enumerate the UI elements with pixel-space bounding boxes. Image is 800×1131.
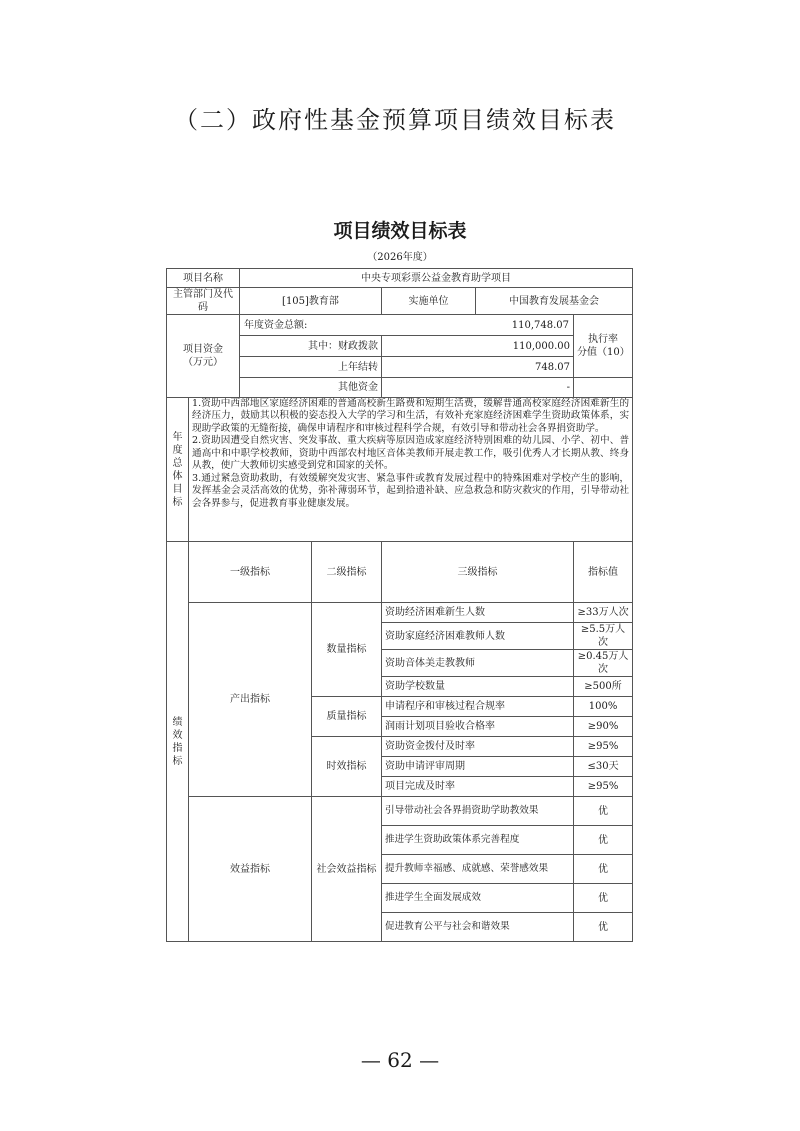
indicator-name: 推进学生全面发展成效 — [382, 884, 574, 913]
indicator-value: 优 — [574, 913, 633, 942]
table-year: （2026年度） — [367, 252, 433, 263]
indicator-name: 资助资金拨付及时率 — [382, 737, 574, 757]
funds-total-label: 年度资金总额: — [244, 320, 308, 331]
indicator-value: 100% — [574, 697, 633, 717]
indicator-name: 项目完成及时率 — [382, 777, 574, 797]
table-row — [167, 603, 633, 623]
funds-other-empty — [574, 378, 633, 398]
department-row — [167, 288, 633, 315]
implementing-unit-value: 中国教育发展基金会 — [476, 288, 633, 315]
indicator-name: 促进教育公平与社会和谐效果 — [382, 913, 574, 942]
funds-carryover-value: 748.07 — [382, 357, 574, 378]
funds-other-label: 其他资金 — [240, 378, 382, 398]
indicator-name: 引导带动社会各界捐资助学助教效果 — [382, 797, 574, 826]
project-name-label: 项目名称 — [167, 269, 240, 288]
header-level3: 三级指标 — [382, 542, 574, 603]
indicator-value: ≥500所 — [574, 677, 633, 697]
funds-total-cell — [240, 315, 574, 336]
goal-item-3: 3.通过紧急资助救助，有效缓解突发灾害、紧急事件或教育发展过程中的特殊困难对学校产生的影响，发挥基金会灵活高效的优势，弥补薄弱环节，起到拾遗补缺、应急救急和防灾救灾的作用，引导带动社会各界参与，促进教育事业健康发展。 — [192, 472, 630, 509]
indicator-name: 润雨计划项目验收合格率 — [382, 717, 574, 737]
funds-other-value: - — [382, 378, 574, 398]
funds-fiscal-value: 110,000.00 — [382, 336, 574, 357]
indicator-value: 优 — [574, 797, 633, 826]
indicator-value: ≥33万人次 — [574, 603, 633, 623]
performance-indicator-label: 绩 效 指 标 — [167, 542, 189, 942]
annual-goal-label: 年 度 总 体 目 标 — [167, 398, 189, 542]
header-level1: 一级指标 — [189, 542, 312, 603]
header-value: 指标值 — [574, 542, 633, 603]
quantity-indicator-label: 数量指标 — [312, 603, 382, 697]
indicator-value: ≥90% — [574, 717, 633, 737]
indicator-value: 优 — [574, 855, 633, 884]
table-title: 项目绩效目标表 — [333, 220, 467, 242]
indicator-name: 资助家庭经济困难教师人数 — [382, 623, 574, 650]
indicator-name: 申请程序和审核过程合规率 — [382, 697, 574, 717]
funds-total-row — [167, 315, 633, 336]
page-heading: （二）政府性基金预算项目绩效目标表 — [174, 106, 616, 134]
benefit-indicator-label: 效益指标 — [189, 797, 312, 942]
quality-indicator-label: 质量指标 — [312, 697, 382, 737]
indicator-value: 优 — [574, 826, 633, 855]
annual-goal-row — [167, 398, 633, 542]
project-name-value: 中央专项彩票公益金教育助学项目 — [240, 269, 633, 288]
department-label: 主管部门及代码 — [167, 288, 240, 315]
table-row — [167, 797, 633, 826]
indicator-name: 提升教师幸福感、成就感、荣誉感效果 — [382, 855, 574, 884]
performance-target-table — [166, 268, 633, 942]
indicator-name: 资助音体美走教教师 — [382, 650, 574, 677]
indicator-value: ≥5.5万人次 — [574, 623, 633, 650]
implementing-unit-label: 实施单位 — [382, 288, 476, 315]
goal-item-1: 1.资助中西部地区家庭经济困难的普通高校新生路费和短期生活费，缓解普通高校家庭经济困难新生的经济压力，鼓励其以积极的姿态投入大学的学习和生活，有效补充家庭经济困难学生资助政策体系，实现助学政策的无缝衔接，确保申请程序和审核过程科学合规，有效引导和带动社会各界捐资助学。 — [192, 398, 630, 434]
indicator-name: 推进学生资助政策体系完善程度 — [382, 826, 574, 855]
execution-rate-score: 执行率 分值（10） — [574, 315, 633, 378]
social-benefit-indicator-label: 社会效益指标 — [312, 797, 382, 942]
indicator-value: ≤30天 — [574, 757, 633, 777]
indicator-name: 资助申请评审周期 — [382, 757, 574, 777]
annual-goal-text — [189, 398, 633, 542]
output-indicator-label: 产出指标 — [189, 603, 312, 797]
indicator-name: 资助经济困难新生人数 — [382, 603, 574, 623]
indicator-value: 优 — [574, 884, 633, 913]
funds-total-value: 110,748.07 — [511, 320, 569, 331]
header-level2: 二级指标 — [312, 542, 382, 603]
funds-fiscal-label: 其中：财政拨款 — [240, 336, 382, 357]
indicator-header-row — [167, 542, 633, 603]
indicator-value: ≥95% — [574, 737, 633, 757]
page-number: — 62 — — [360, 1048, 440, 1072]
project-name-row — [167, 269, 633, 288]
indicator-name: 资助学校数量 — [382, 677, 574, 697]
indicator-value: ≥95% — [574, 777, 633, 797]
project-funds-label: 项目资金 （万元） — [167, 315, 240, 398]
indicator-value: ≥0.45万人次 — [574, 650, 633, 677]
goal-item-2: 2.资助因遭受自然灾害、突发事故、重大疾病等原因造成家庭经济特别困难的幼儿园、小学、初中、普通高中和中职学校教师，资助中西部农村地区音体美教师开展走教工作，吸引优秀人才长期从教、终身从教，使广大教师切实感受到党和国家的关怀。 — [192, 435, 630, 472]
funds-carryover-label: 上年结转 — [240, 357, 382, 378]
timeliness-indicator-label: 时效指标 — [312, 737, 382, 797]
department-value: [105]教育部 — [240, 288, 382, 315]
